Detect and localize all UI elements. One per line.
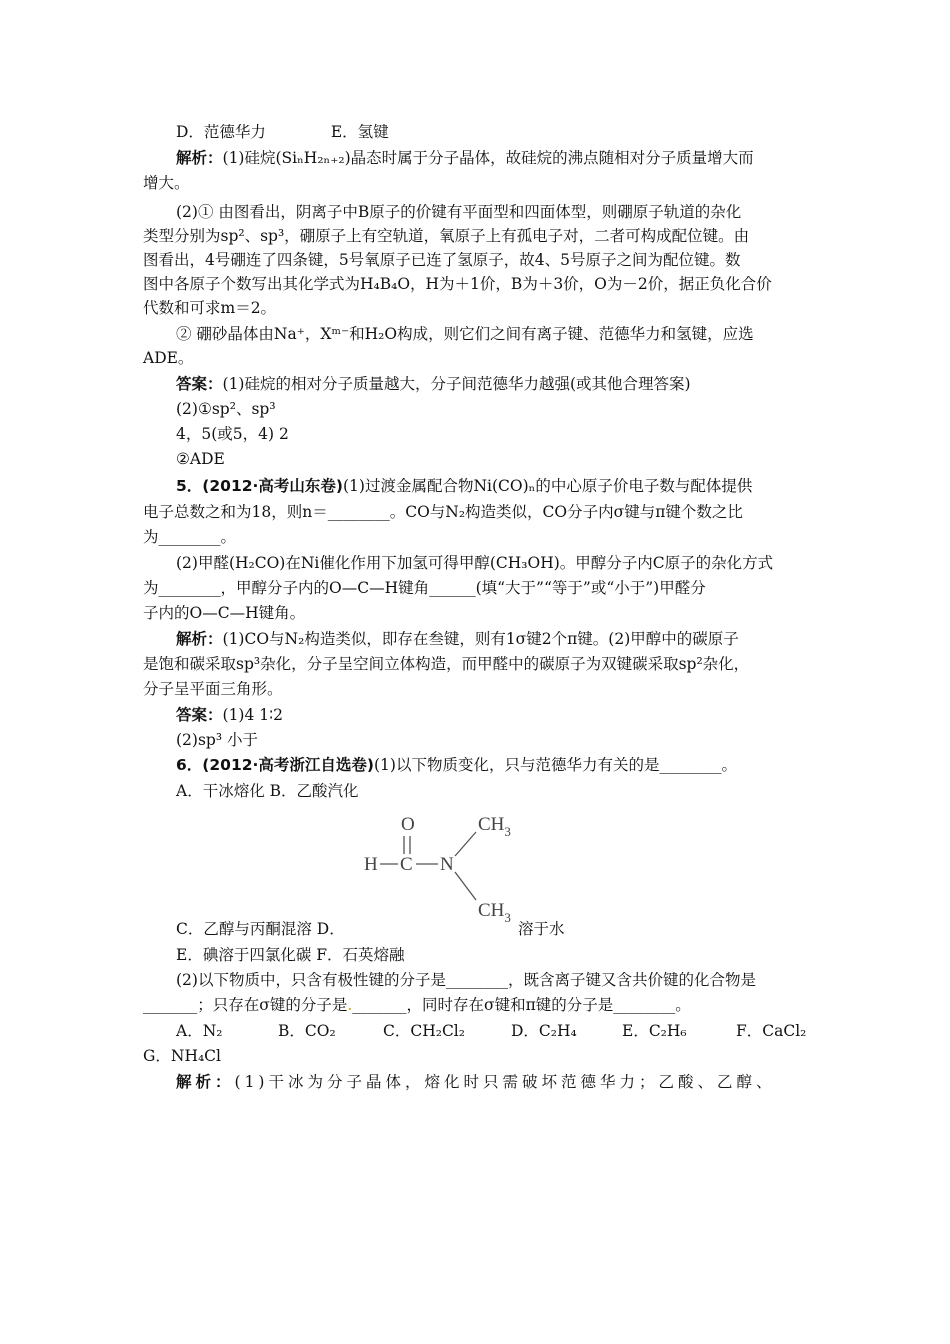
question-line: 子内的O—C—H键角。 — [143, 604, 306, 622]
analysis-line: 图中各原子个数写出其化学式为H₄B₄O，H为＋1价，B为＋3价，O为－2价，据正负化合价 — [143, 275, 772, 293]
group-ch3-top: $CH_3$ — [478, 814, 511, 839]
question-line: _______；只存在σ键的分子是._______，同时存在σ键和π键的分子是________。 — [143, 996, 691, 1014]
question-source: (2012·高考浙江自选卷) — [202, 756, 374, 774]
analysis-line: 分子呈平面三角形。 — [143, 680, 283, 698]
choice-c: C．CH₂Cl₂ — [383, 1022, 465, 1040]
option-d-tail: 溶于水 — [518, 920, 565, 938]
choice-a: A．N₂ — [176, 1022, 223, 1040]
analysis-label: 解析： — [176, 1073, 235, 1091]
answer-line: 4，5(或5，4) 2 — [176, 425, 289, 443]
question-line: 为________。 — [143, 528, 237, 546]
analysis-line: ② 硼砂晶体由Na⁺，Xᵐ⁻和H₂O构成，则它们之间有离子键、范德华力和氢键，应选 — [176, 325, 754, 343]
bond-n-ch3-bottom — [455, 872, 476, 900]
question-line: 为________，甲醇分子内的O—C—H键角______(填“大于”“等于”或“小于”)甲醛分 — [143, 579, 706, 597]
question-number: 5． — [176, 477, 203, 495]
answer-line: 答案：(1)硅烷的相对分子质量越大，分子间范德华力越强(或其他合理答案) — [176, 375, 691, 393]
answer-line: 答案：(1)4 1∶2 — [176, 706, 284, 724]
answer-line: (2)①sp²、sp³ — [176, 400, 276, 418]
choice-b: B．CO₂ — [278, 1022, 336, 1040]
analysis-line: 图看出，4号硼连了四条键，5号氧原子已连了氢原子，故4、5号原子之间为配位键。数 — [143, 251, 741, 269]
atom-n: N — [440, 854, 454, 875]
question-line: (2)甲醛(H₂CO)在Ni催化作用下加氢可得甲醇(CH₃OH)。甲醇分子内C原子的杂化方式 — [176, 554, 774, 572]
question-6-line: 6．(2012·高考浙江自选卷)(1)以下物质变化，只与范德华力有关的是________。 — [176, 756, 737, 774]
option-e: E．氢键 — [330, 123, 389, 141]
atom-o: O — [401, 814, 415, 835]
analysis-line: 解析：(1)干冰为分子晶体，熔化时只需破坏范德华力；乙酸、乙醇、 — [176, 1073, 776, 1091]
dmf-structure-diagram — [358, 808, 528, 926]
question-5-line: 5．(2012·高考山东卷)(1)过渡金属配合物Ni(CO)ₙ的中心原子价电子数与配体提供 — [176, 477, 753, 495]
answer-label: 答案： — [176, 706, 223, 724]
choice-g: G．NH₄Cl — [143, 1047, 221, 1065]
choice-e: E．C₂H₆ — [622, 1022, 687, 1040]
bond-n-ch3-top — [455, 832, 476, 856]
choice-d: D．C₂H₄ — [511, 1022, 577, 1040]
options-e-f: E．碘溶于四氯化碳 F．石英熔融 — [176, 946, 405, 964]
analysis-line: 解析：(1)CO与N₂构造类似，即存在叁键，则有1σ键2个π键。(2)甲醇中的碳原子 — [176, 630, 739, 648]
question-line: (2)以下物质中，只含有极性键的分子是________，既含离子键又含共价键的化合物是 — [176, 971, 756, 989]
analysis-line: 类型分别为sp²、sp³，硼原子上有空轨道，氧原子上有孤电子对，二者可构成配位键。由 — [143, 227, 750, 245]
group-ch3-bottom: $CH_3$ — [478, 900, 511, 925]
question-number: 6． — [176, 756, 203, 774]
option-d: D．范德华力 — [176, 123, 266, 141]
question-source: (2012·高考山东卷) — [202, 477, 343, 495]
options-a-b: A．干冰熔化 B．乙酸汽化 — [176, 782, 359, 800]
options-d-e — [176, 120, 809, 144]
stray-mark: . — [347, 996, 353, 1014]
answer-line: (2)sp³ 小于 — [176, 731, 258, 749]
choice-f: F．CaCl₂ — [736, 1022, 807, 1040]
analysis-line: 代数和可求m＝2。 — [143, 299, 277, 317]
options-c-d: C．乙醇与丙酮混溶 D． — [176, 920, 345, 938]
answer-line: ②ADE — [176, 450, 225, 468]
analysis-line: 增大。 — [143, 174, 190, 192]
analysis-label: 解析： — [176, 149, 223, 167]
atom-c: C — [400, 854, 413, 875]
answer-label: 答案： — [176, 375, 223, 393]
analysis-label: 解析： — [176, 630, 223, 648]
analysis-line: ADE。 — [143, 349, 194, 367]
question-line: 电子总数之和为18，则n＝________。CO与N₂构造类似，CO分子内σ键与π键个数之比 — [143, 503, 743, 521]
analysis-line: (2)① 由图看出，阴离子中B原子的价键有平面型和四面体型，则硼原子轨道的杂化 — [176, 203, 742, 221]
analysis-line: 解析：(1)硅烷(SiₙH₂ₙ₊₂)晶态时属于分子晶体，故硅烷的沸点随相对分子质量增大而 — [176, 149, 754, 167]
atom-h: H — [364, 854, 378, 875]
analysis-line: 是饱和碳采取sp³杂化，分子呈空间立体构造，而甲醛中的碳原子为双键碳采取sp²杂化， — [143, 655, 750, 673]
